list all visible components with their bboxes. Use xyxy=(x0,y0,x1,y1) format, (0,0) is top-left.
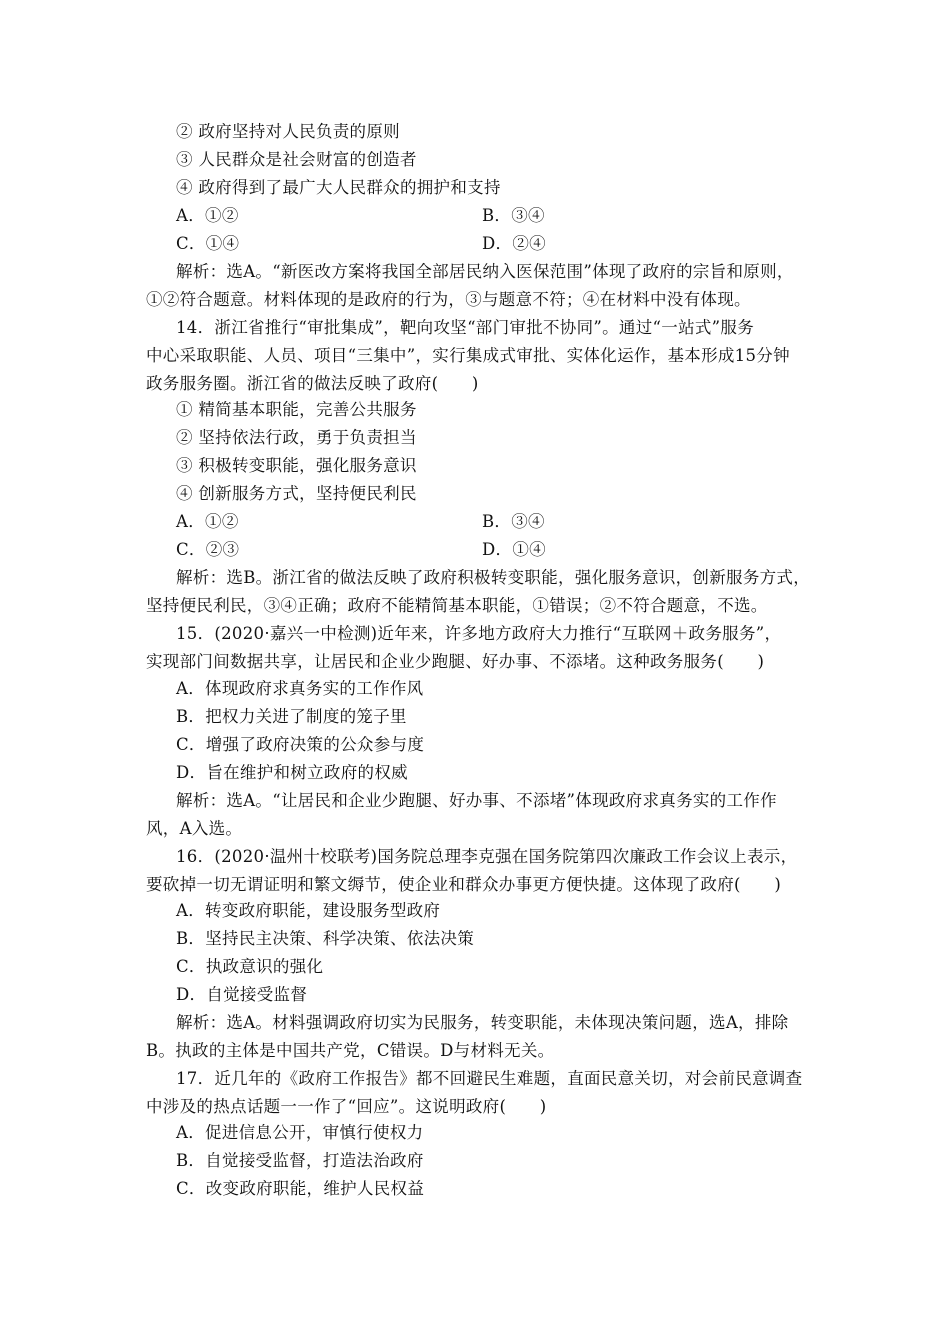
q14-choice-a: A．①② xyxy=(176,512,239,531)
q15-analysis-line-2: 风，A入选。 xyxy=(146,819,243,838)
q16-choice-c: C．执政意识的强化 xyxy=(176,957,324,976)
q14-option-3: ③ 积极转变职能，强化服务意识 xyxy=(176,456,417,475)
q15-choice-b: B．把权力关进了制度的笼子里 xyxy=(176,707,407,726)
q13-option-4: ④ 政府得到了最广大人民群众的拥护和支持 xyxy=(176,178,501,197)
q13-choice-d: D．②④ xyxy=(482,234,546,253)
q16-stem-line-1: 16．(2020·温州十校联考)国务院总理李克强在国务院第四次廉政工作会议上表示， xyxy=(176,847,798,866)
q17-stem-line-2: 中涉及的热点话题一一作了“回应”。这说明政府( ) xyxy=(146,1097,547,1116)
q17-choice-a: A．促进信息公开，审慎行使权力 xyxy=(176,1123,424,1142)
q14-stem-line-3: 政务服务圈。浙江省的做法反映了政府( ) xyxy=(146,374,479,393)
q15-analysis-line-1: 解析：选A。“让居民和企业少跑腿、好办事、不添堵”体现政府求真务实的工作作 xyxy=(176,791,777,810)
q13-analysis-line-2: ①②符合题意。材料体现的是政府的行为，③与题意不符；④在材料中没有体现。 xyxy=(146,290,751,309)
q16-analysis-line-2: B。执政的主体是中国共产党，C错误。D与材料无关。 xyxy=(146,1041,555,1060)
q14-choice-c: C．②③ xyxy=(176,540,240,559)
q14-analysis-line-1: 解析：选B。浙江省的做法反映了政府积极转变职能，强化服务意识，创新服务方式， xyxy=(176,568,811,587)
q16-choice-b: B．坚持民主决策、科学决策、依法决策 xyxy=(176,929,475,948)
q14-option-2: ② 坚持依法行政，勇于负责担当 xyxy=(176,428,417,447)
q17-stem-line-1: 17．近几年的《政府工作报告》都不回避民生难题，直面民意关切，对会前民意调查 xyxy=(176,1069,803,1088)
q14-stem-line-1: 14．浙江省推行“审批集成”，靶向攻坚“部门审批不协同”。通过“一站式”服务 xyxy=(176,318,755,337)
q14-choice-d: D．①④ xyxy=(482,540,546,559)
q16-choice-a: A．转变政府职能，建设服务型政府 xyxy=(176,901,441,920)
q13-choice-a: A．①② xyxy=(176,206,239,225)
q13-analysis-line-1: 解析：选A。“新医改方案将我国全部居民纳入医保范围”体现了政府的宗旨和原则， xyxy=(176,262,794,281)
q13-option-3: ③ 人民群众是社会财富的创造者 xyxy=(176,150,417,169)
q17-choice-b: B．自觉接受监督，打造法治政府 xyxy=(176,1151,424,1170)
q15-choice-a: A．体现政府求真务实的工作作风 xyxy=(176,679,424,698)
q15-choice-c: C．增强了政府决策的公众参与度 xyxy=(176,735,425,754)
q13-choice-c: C．①④ xyxy=(176,234,240,253)
q14-option-4: ④ 创新服务方式，坚持便民利民 xyxy=(176,484,417,503)
q16-analysis-line-1: 解析：选A。材料强调政府切实为民服务，转变职能，未体现决策问题，选A，排除 xyxy=(176,1013,789,1032)
q16-choice-d: D．自觉接受监督 xyxy=(176,985,308,1004)
q14-stem-line-2: 中心采取职能、人员、项目“三集中”，实行集成式审批、实体化运作，基本形成15分钟 xyxy=(146,346,790,365)
q13-choice-b: B．③④ xyxy=(482,206,545,225)
q15-stem-line-1: 15．(2020·嘉兴一中检测)近年来，许多地方政府大力推行“互联网＋政务服务”， xyxy=(176,624,782,643)
q14-analysis-line-2: 坚持便民利民，③④正确；政府不能精简基本职能，①错误；②不符合题意，不选。 xyxy=(146,596,768,615)
q15-stem-line-2: 实现部门间数据共享，让居民和企业少跑腿、好办事、不添堵。这种政务服务( ) xyxy=(146,652,765,671)
q14-choice-b: B．③④ xyxy=(482,512,545,531)
q17-choice-c: C．改变政府职能，维护人民权益 xyxy=(176,1179,425,1198)
q13-option-2: ② 政府坚持对人民负责的原则 xyxy=(176,122,400,141)
q14-option-1: ① 精简基本职能，完善公共服务 xyxy=(176,400,417,419)
q16-stem-line-2: 要砍掉一切无谓证明和繁文缛节，使企业和群众办事更方便快捷。这体现了政府( ) xyxy=(146,875,782,894)
q15-choice-d: D．旨在维护和树立政府的权威 xyxy=(176,763,408,782)
